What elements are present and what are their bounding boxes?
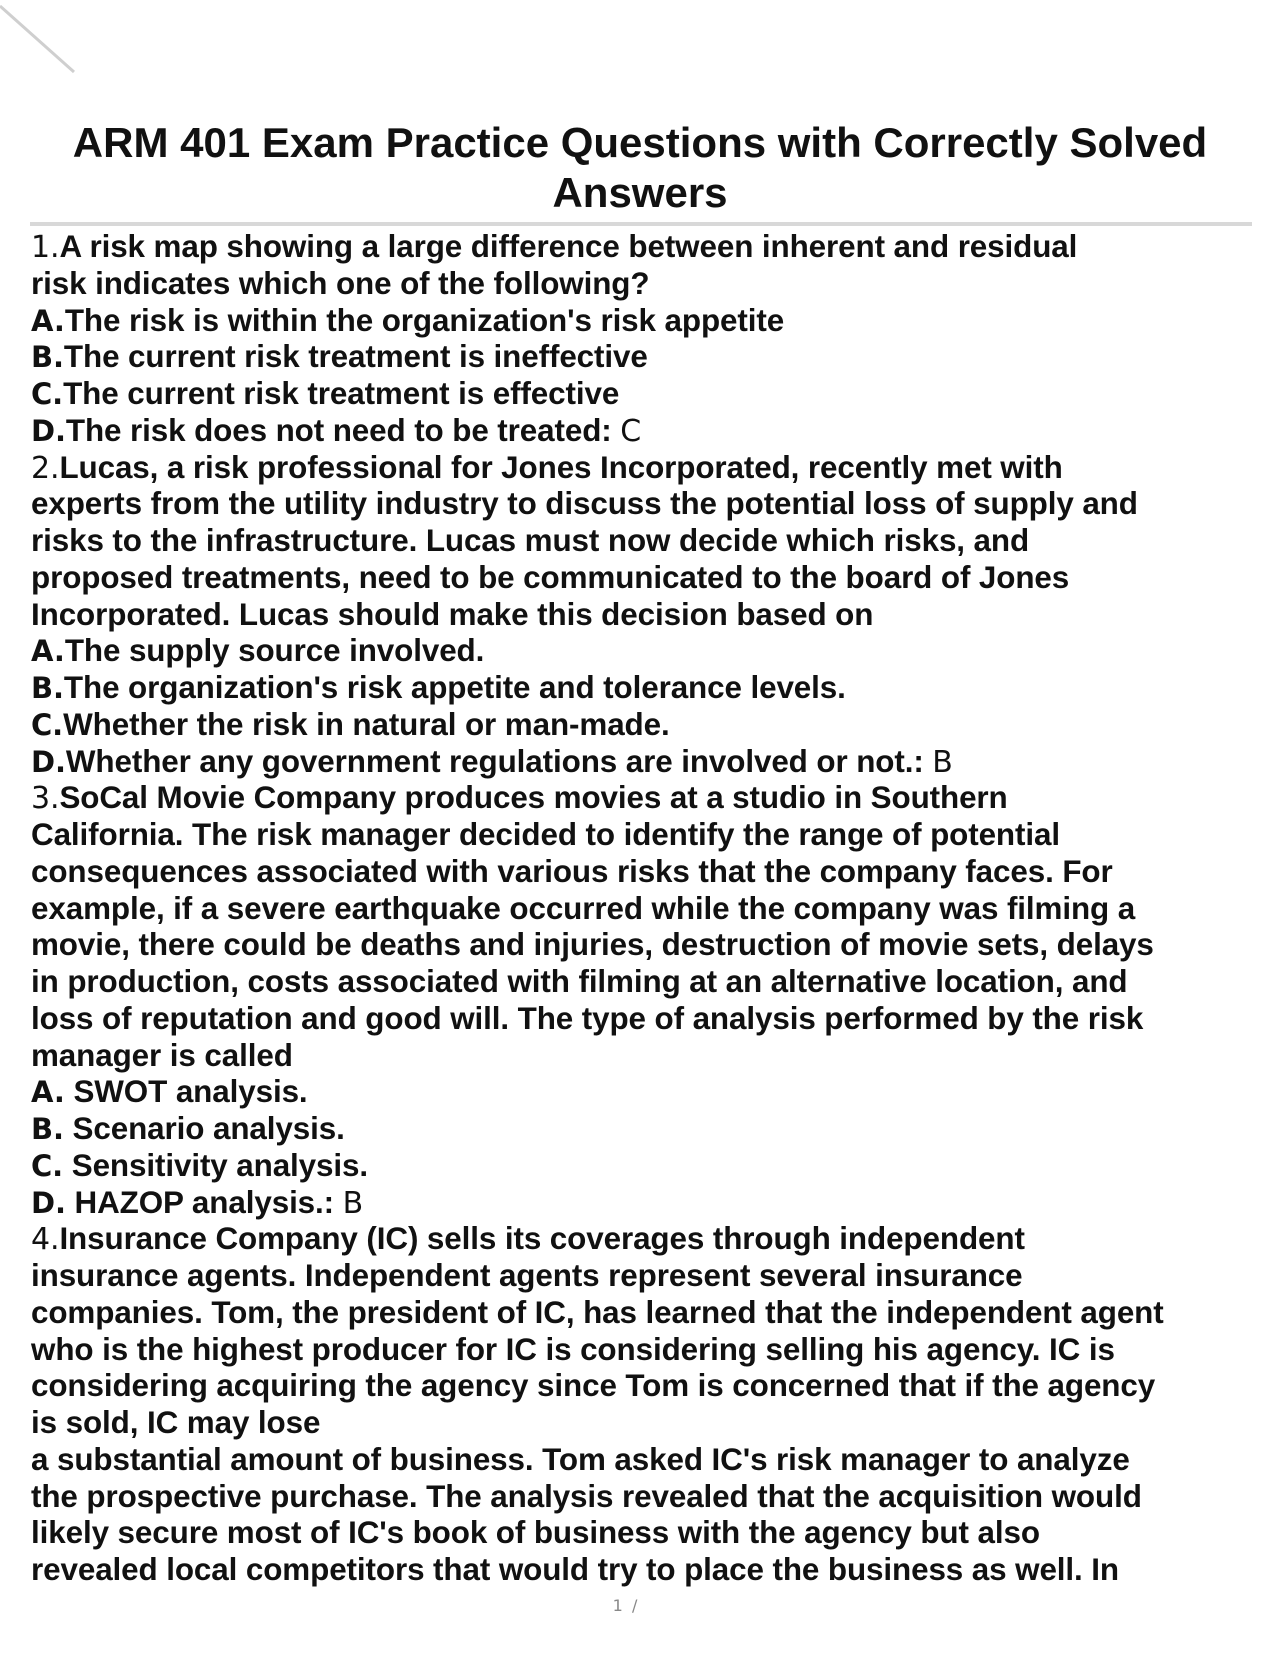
page-indicator: 1 / <box>612 1596 640 1615</box>
answer-option: C. Sensitivity analysis. <box>31 1147 368 1183</box>
answer-option: D. HAZOP analysis.: B <box>31 1184 364 1221</box>
question-stem-line: example, if a severe earthquake occurred while the company was filming a <box>31 890 1136 926</box>
answer-option: D.The risk does not need to be treated: C <box>31 412 642 449</box>
question-stem-line: 4.Insurance Company (IC) sells its coverages through independent <box>31 1221 1025 1258</box>
answer-option: B. Scenario analysis. <box>31 1111 345 1146</box>
question-number: 1. <box>31 230 60 265</box>
question-1 <box>31 229 1261 450</box>
option-letter: C. <box>31 707 64 742</box>
question-stem-line: who is the highest producer for IC is considering selling his agency. IC is <box>31 1331 1115 1367</box>
question-stem-line: insurance agents. Independent agents represent several insurance <box>31 1258 1023 1293</box>
option-letter: B. <box>31 340 64 375</box>
question-stem-line: in production, costs associated with filming at an alternative location, and <box>31 964 1128 999</box>
option-letter: D. <box>31 1185 66 1220</box>
question-list <box>31 229 1261 1589</box>
question-stem-line: risk indicates which one of the following? <box>31 265 650 301</box>
document-title: ARM 401 Exam Practice Questions with Correctly Solved Answers <box>72 119 1208 216</box>
title-divider <box>30 222 1252 226</box>
question-stem-line: likely secure most of IC's book of business with the agency but also <box>31 1515 1040 1551</box>
question-stem-line: manager is called <box>31 1037 293 1073</box>
option-letter: A. <box>31 303 65 338</box>
option-letter: D. <box>31 744 66 779</box>
question-stem-line: companies. Tom, the president of IC, has learned that the independent agent <box>31 1294 1164 1330</box>
answer-option: B.The current risk treatment is ineffective <box>31 339 648 375</box>
question-stem-line: risks to the infrastructure. Lucas must now decide which risks, and <box>31 523 1030 558</box>
question-stem-line: California. The risk manager decided to identify the range of potential <box>31 817 1060 852</box>
question-2 <box>31 450 1261 781</box>
question-stem-line: consequences associated with various risks that the company faces. For <box>31 853 1113 889</box>
question-stem-line: movie, there could be deaths and injuries, destruction of movie sets, delays <box>31 927 1154 963</box>
question-stem-line: loss of reputation and good will. The type of analysis performed by the risk <box>31 1000 1144 1036</box>
question-4 <box>31 1221 1261 1589</box>
question-stem-line: is sold, IC may lose <box>31 1405 321 1440</box>
question-3 <box>31 780 1261 1221</box>
answer-option: C.Whether the risk in natural or man-made. <box>31 706 670 742</box>
correct-answer: B <box>342 1185 364 1221</box>
question-stem-line: 2.Lucas, a risk professional for Jones Incorporated, recently met with <box>31 449 1063 486</box>
question-stem-line: a substantial amount of business. Tom asked IC's risk manager to analyze <box>31 1441 1130 1477</box>
page-corner-mark <box>0 0 80 80</box>
option-letter: B. <box>31 671 64 705</box>
option-letter: A. <box>31 1075 65 1110</box>
question-stem-line: 3.SoCal Movie Company produces movies at a studio in Southern <box>31 780 1008 817</box>
question-stem-line: 1.A risk map showing a large difference between inherent and residual <box>31 229 1078 265</box>
question-stem-line: proposed treatments, need to be communicated to the board of Jones <box>31 559 1070 595</box>
option-letter: B. <box>31 1112 64 1146</box>
question-number: 4. <box>31 1222 60 1258</box>
question-stem-line: considering acquiring the agency since Tom is concerned that if the agency <box>31 1368 1156 1404</box>
option-letter: C. <box>31 377 64 411</box>
question-stem-line: experts from the utility industry to discuss the potential loss of supply and <box>31 486 1138 522</box>
answer-option: A. SWOT analysis. <box>31 1074 308 1110</box>
answer-option: A.The risk is within the organization's risk appetite <box>31 302 785 338</box>
option-letter: A. <box>31 634 65 669</box>
answer-option: A.The supply source involved. <box>31 633 485 669</box>
question-number: 2. <box>31 450 60 486</box>
correct-answer: C <box>620 413 642 449</box>
question-number: 3. <box>31 781 60 817</box>
option-letter: D. <box>31 413 66 448</box>
answer-option: D.Whether any government regulations are involved or not.: B <box>31 743 953 780</box>
option-letter: C. <box>31 1148 64 1183</box>
question-stem-line: revealed local competitors that would try to place the business as well. In <box>31 1552 1119 1587</box>
answer-option: C.The current risk treatment is effective <box>31 376 620 411</box>
question-stem-line: Incorporated. Lucas should make this decision based on <box>31 596 874 632</box>
question-stem-line: the prospective purchase. The analysis revealed that the acquisition would <box>31 1478 1142 1514</box>
answer-option: B.The organization's risk appetite and tolerance levels. <box>31 670 846 705</box>
correct-answer: B <box>932 744 953 780</box>
